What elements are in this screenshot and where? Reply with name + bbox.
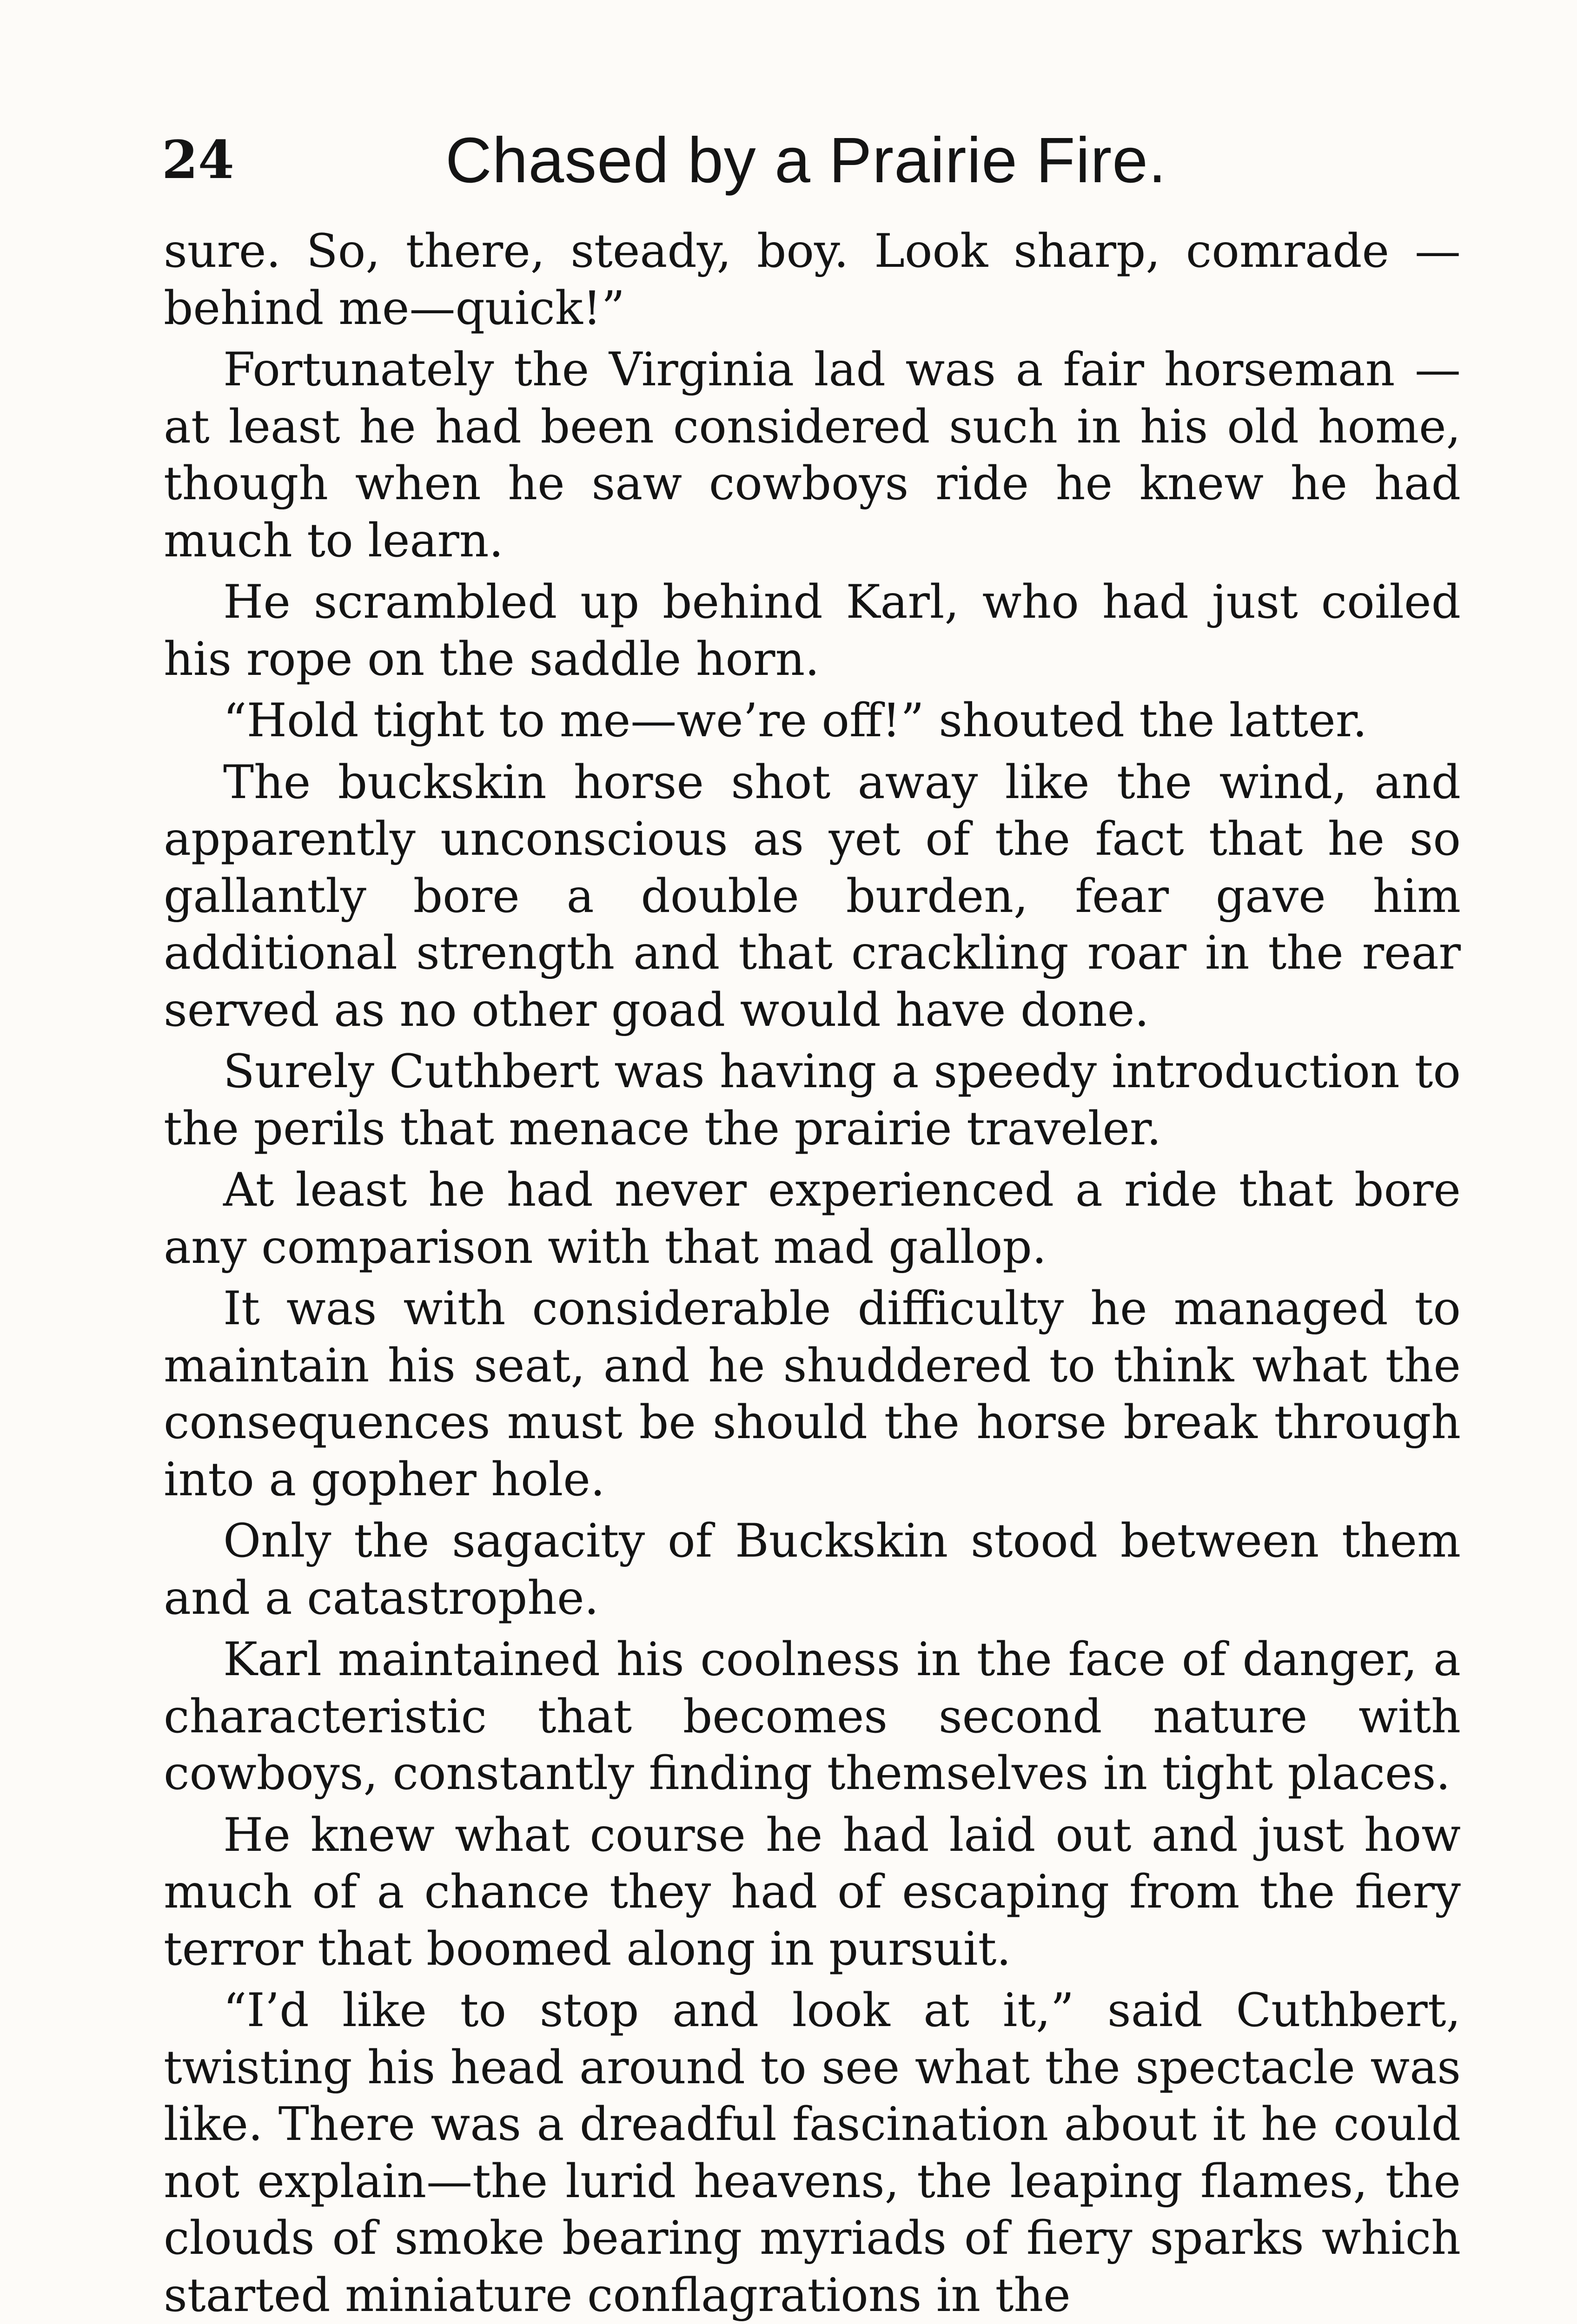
paragraph: Fortunately the Virginia lad was a fair horseman —at least he had been considered such in his old home, though when he saw cowboys ride he knew he had much to learn. — [164, 343, 1461, 568]
body-text — [164, 223, 1461, 2324]
paragraph: Karl maintained his coolness in the face of danger, a characteristic that becomes second nature with cowboys, constantly finding themselves in tight places. — [164, 1633, 1461, 1800]
paragraph: It was with considerable difficulty he managed to maintain his seat, and he shuddered to think what the consequences must be should the horse break through into a gopher hole. — [164, 1282, 1461, 1506]
paragraph: He scrambled up behind Karl, who had just coiled his rope on the saddle horn. — [164, 575, 1461, 686]
running-head — [162, 121, 1464, 200]
paragraph: “I’d like to stop and look at it,” said Cuthbert, twisting his head around to see what the spectacle was like. There was a dreadful fascination about it he could not explain—the lurid heavens, the leaping flames, the clouds of smoke bearing myriads of fiery sparks which started miniature conflagrations in the — [164, 1984, 1461, 2322]
paragraph: Surely Cuthbert was having a speedy introduction to the perils that menace the prairie traveler. — [164, 1045, 1461, 1155]
paragraph: He knew what course he had laid out and just how much of a chance they had of escaping from the fiery terror that boomed along in pursuit. — [164, 1808, 1461, 1976]
paragraph: Only the sagacity of Buckskin stood between them and a catastrophe. — [164, 1514, 1461, 1625]
page-number: 24 — [162, 130, 234, 191]
paragraph: At least he had never experienced a ride that bore any comparison with that mad gallop. — [164, 1163, 1461, 1274]
paragraph: “Hold tight to me—we’re off!” shouted the latter. — [223, 694, 1367, 747]
paragraph: sure. So, there, steady, boy. Look sharp, comrade —behind me—quick!” — [164, 224, 1461, 335]
paragraph: The buckskin horse shot away like the wind, and apparently unconscious as yet of the fact that he so gallantly bore a double burden, fear gave him additional strength and that crackling roar in the rear served as no other goad would have done. — [164, 755, 1461, 1037]
running-title: Chased by a Prairie Fire. — [445, 125, 1167, 196]
